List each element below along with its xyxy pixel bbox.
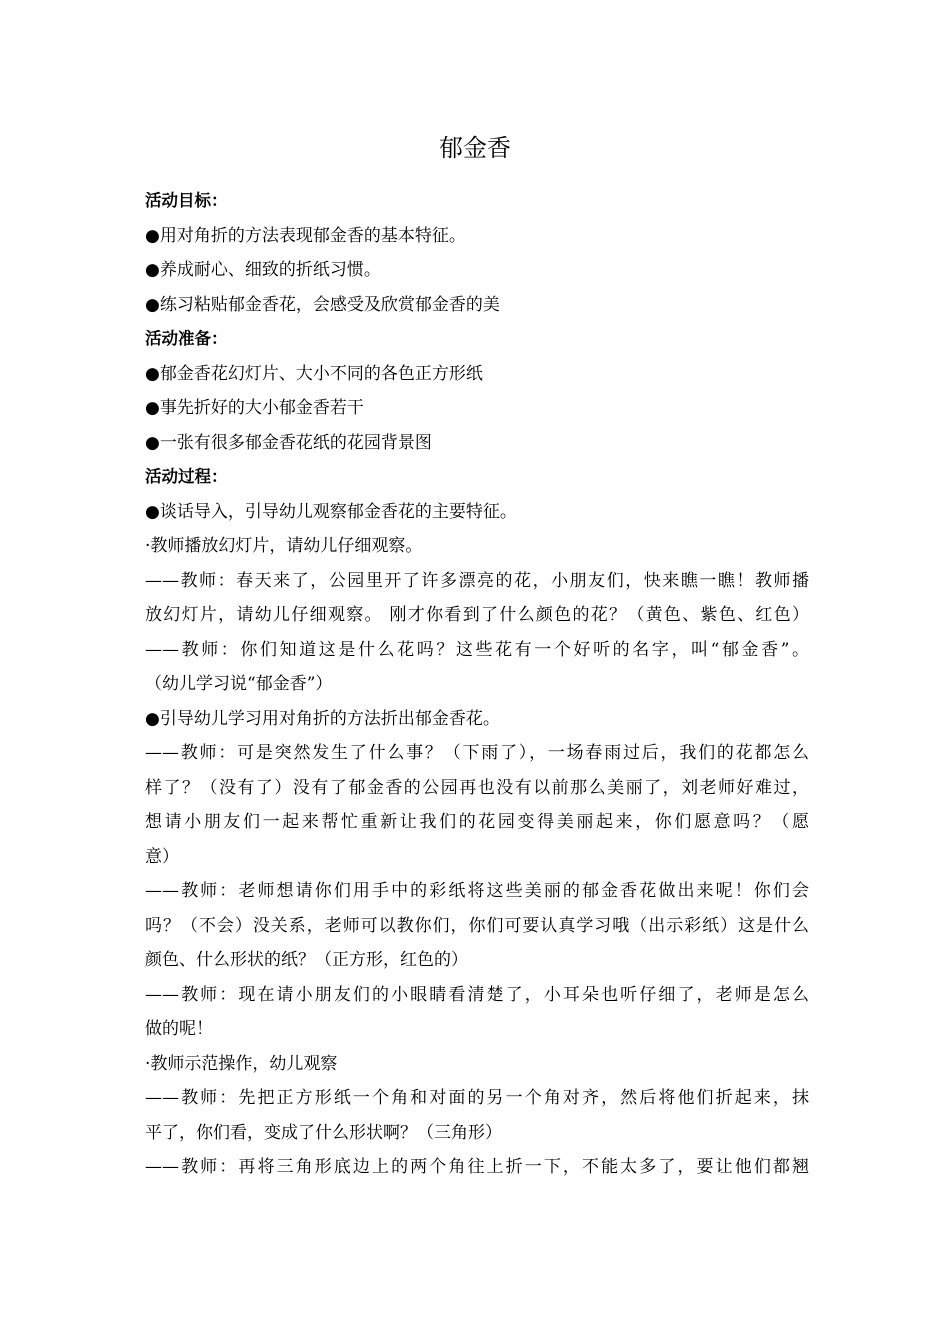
paragraph-line: 放幻灯片，请幼儿仔细观察。 刚才你看到了什么颜色的花？（黄色、紫色、红色）: [145, 605, 809, 625]
section-heading-process: 活动过程：: [145, 467, 228, 486]
paragraph-line: ——教师：老师想请你们用手中的彩纸将这些美丽的郁金香花做出来呢！你们会: [145, 881, 809, 901]
paragraph-line: ●练习粘贴郁金香花，会感受及欣赏郁金香的美: [145, 294, 500, 315]
paragraph-line: ●用对角折的方法表现郁金香的基本特征。: [145, 225, 466, 246]
paragraph-line: 吗？（不会）没关系，老师可以教你们，你们可要认真学习哦（出示彩纸）这是什么: [145, 915, 809, 936]
paragraph-line: 颜色、什么形状的纸？（正方形，红色的）: [145, 950, 468, 970]
paragraph-line: 意）: [145, 846, 179, 867]
section-heading-goals: 活动目标：: [145, 191, 228, 210]
paragraph-line: ●事先折好的大小郁金香若干: [145, 398, 364, 418]
paragraph-line: ——教师：先把正方形纸一个角和对面的另一个角对齐，然后将他们折起来，抹: [145, 1088, 809, 1108]
paragraph-line: ——教师：现在请小朋友们的小眼睛看清楚了，小耳朵也听仔细了，老师是怎么: [145, 984, 809, 1005]
section-heading-preparation: 活动准备：: [145, 329, 228, 348]
paragraph-line: ●养成耐心、细致的折纸习惯。: [145, 260, 381, 280]
paragraph-line: ——教师：你们知道这是什么花吗？这些花有一个好听的名字，叫“郁金香”。: [145, 639, 809, 660]
paragraph-line: ——教师：春天来了，公园里开了许多漂亮的花，小朋友们，快来瞧一瞧！教师播: [145, 570, 809, 591]
paragraph-line: 样了？（没有了）没有了郁金香的公园再也没有以前那么美丽了，刘老师好难过，: [145, 777, 809, 798]
paragraph-line: ●郁金香花幻灯片、大小不同的各色正方形纸: [145, 363, 483, 384]
paragraph-line: ●谈话导入，引导幼儿观察郁金香花的主要特征。: [145, 501, 517, 522]
document-body: [145, 184, 809, 1185]
paragraph-line: 做的呢！: [145, 1019, 213, 1039]
paragraph-line: 想请小朋友们一起来帮忙重新让我们的花园变得美丽起来，你们愿意吗？（愿: [145, 812, 809, 832]
paragraph-line: ·教师播放幻灯片，请幼儿仔细观察。: [145, 536, 423, 556]
page-title: 郁金香: [439, 134, 511, 162]
paragraph-line: （幼儿学习说“郁金香”）: [145, 674, 333, 694]
paragraph-line: ——教师：可是突然发生了什么事？（下雨了），一场春雨过后，我们的花都怎么: [145, 743, 809, 763]
paragraph-line: ——教师：再将三角形底边上的两个角往上折一下，不能太多了，要让他们都翘: [145, 1157, 809, 1177]
paragraph-line: 平了，你们看，变成了什么形状啊？（三角形）: [145, 1122, 502, 1143]
paragraph-line: ●一张有很多郁金香花纸的花园背景图: [145, 432, 432, 453]
paragraph-line: ●引导幼儿学习用对角折的方法折出郁金香花。: [145, 708, 500, 729]
paragraph-line: ·教师示范操作，幼儿观察: [145, 1053, 338, 1074]
